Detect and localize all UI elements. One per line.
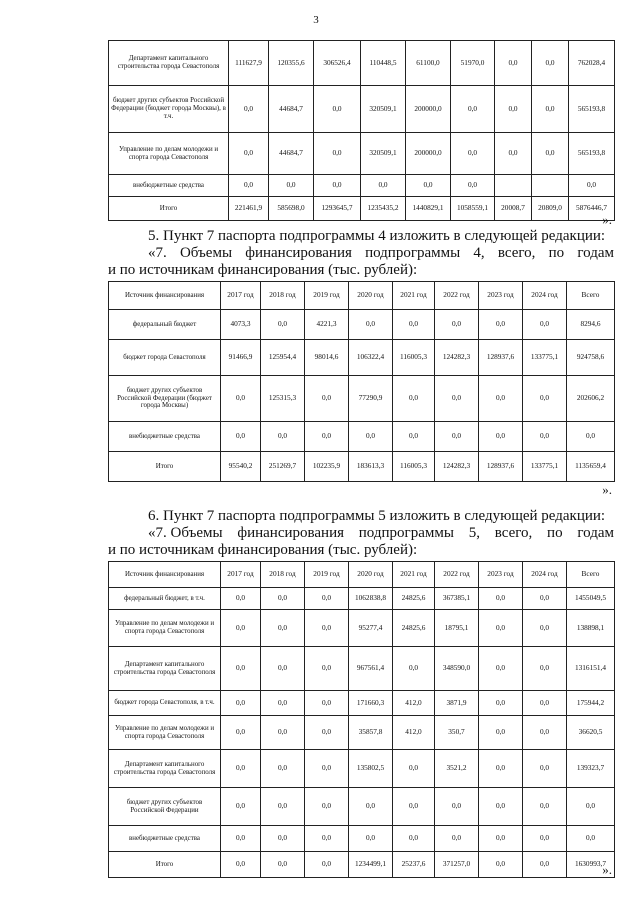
value-cell: 0,0 — [479, 422, 523, 452]
value-cell: 0,0 — [349, 422, 393, 452]
column-header: 2024 год — [523, 282, 567, 310]
value-cell: 0,0 — [435, 788, 479, 826]
value-cell: 91466,9 — [221, 340, 261, 376]
value-cell: 0,0 — [261, 826, 305, 852]
column-header: Всего — [567, 562, 615, 588]
word: Объемы — [179, 245, 233, 261]
value-cell: 0,0 — [221, 716, 261, 750]
value-cell: 320509,1 — [361, 86, 406, 133]
value-cell: 0,0 — [221, 691, 261, 716]
value-cell: 128937,6 — [479, 452, 523, 482]
section-6-heading: 6. Пункт 7 паспорта подпрограммы 5 изложить в следующей редакции: — [148, 508, 606, 524]
column-header: 2019 год — [305, 562, 349, 588]
value-cell: 350,7 — [435, 716, 479, 750]
value-cell: 0,0 — [451, 86, 495, 133]
section-5-line-1 — [148, 245, 614, 262]
value-cell: 0,0 — [261, 852, 305, 878]
value-cell: 0,0 — [221, 852, 261, 878]
value-cell: 0,0 — [393, 422, 435, 452]
value-cell: 0,0 — [261, 691, 305, 716]
value-cell: 0,0 — [406, 175, 451, 197]
value-cell: 0,0 — [305, 610, 349, 647]
value-cell: 565193,8 — [569, 86, 615, 133]
value-cell: 1440829,1 — [406, 197, 451, 221]
value-cell: 0,0 — [451, 133, 495, 175]
value-cell: 24825,6 — [393, 610, 435, 647]
word: «7. — [148, 245, 167, 261]
source-cell: Департамент капитального строительства города Севастополя — [109, 647, 221, 691]
value-cell: 0,0 — [567, 422, 615, 452]
value-cell: 0,0 — [393, 647, 435, 691]
source-cell: федеральный бюджет, в т.ч. — [109, 588, 221, 610]
value-cell: 0,0 — [305, 788, 349, 826]
value-cell: 0,0 — [221, 422, 261, 452]
funding-table-continuation — [108, 40, 615, 221]
section-5-heading: 5. Пункт 7 паспорта подпрограммы 4 изложить в следующей редакции: — [148, 228, 606, 244]
value-cell: 35857,8 — [349, 716, 393, 750]
value-cell: 61100,0 — [406, 41, 451, 86]
value-cell: 0,0 — [305, 852, 349, 878]
value-cell: 0,0 — [314, 133, 361, 175]
source-cell: внебюджетные средства — [109, 422, 221, 452]
value-cell: 0,0 — [305, 691, 349, 716]
source-cell: внебюджетные средства — [109, 175, 229, 197]
column-header: 2020 год — [349, 562, 393, 588]
word: 5, — [468, 525, 480, 541]
table-row — [109, 340, 615, 376]
value-cell: 116005,3 — [393, 452, 435, 482]
value-cell: 0,0 — [479, 750, 523, 788]
value-cell: 120355,6 — [269, 41, 314, 86]
column-header: 2023 год — [479, 282, 523, 310]
value-cell: 95540,2 — [221, 452, 261, 482]
value-cell: 0,0 — [479, 852, 523, 878]
value-cell: 0,0 — [269, 175, 314, 197]
word: «7. Объемы — [148, 525, 223, 541]
value-cell: 412,0 — [393, 691, 435, 716]
source-cell: внебюджетные средства — [109, 826, 221, 852]
value-cell: 348590,0 — [435, 647, 479, 691]
value-cell: 0,0 — [523, 716, 567, 750]
value-cell: 98014,6 — [305, 340, 349, 376]
value-cell: 0,0 — [393, 788, 435, 826]
value-cell: 138898,1 — [567, 610, 615, 647]
word: годам — [577, 525, 614, 541]
value-cell: 202606,2 — [567, 376, 615, 422]
table-row — [109, 716, 615, 750]
value-cell: 0,0 — [567, 826, 615, 852]
value-cell: 0,0 — [305, 750, 349, 788]
value-cell — [495, 175, 532, 197]
value-cell: 116005,3 — [393, 340, 435, 376]
value-cell: 8294,6 — [567, 310, 615, 340]
value-cell: 0,0 — [532, 133, 569, 175]
source-cell: Управление по делам молодежи и спорта города Севастополя — [109, 133, 229, 175]
source-cell: Департамент капитального строительства города Севастополя — [109, 41, 229, 86]
value-cell: 125315,3 — [261, 376, 305, 422]
word: подпрограммы — [358, 525, 454, 541]
funding-table-subprogram-5 — [108, 561, 615, 878]
value-cell: 0,0 — [361, 175, 406, 197]
word: финансирования — [237, 525, 344, 541]
value-cell: 762028,4 — [569, 41, 615, 86]
value-cell: 0,0 — [229, 175, 269, 197]
value-cell: 133775,1 — [523, 452, 567, 482]
value-cell: 3521,2 — [435, 750, 479, 788]
value-cell: 1062838,8 — [349, 588, 393, 610]
value-cell: 0,0 — [261, 610, 305, 647]
value-cell: 0,0 — [314, 86, 361, 133]
section-6-line-1 — [148, 525, 614, 542]
value-cell: 0,0 — [349, 310, 393, 340]
value-cell: 0,0 — [523, 852, 567, 878]
section-6-line-2: и по источникам финансирования (тыс. рублей): — [108, 542, 418, 558]
column-header: Всего — [567, 282, 615, 310]
value-cell: 0,0 — [479, 826, 523, 852]
value-cell: 924758,6 — [567, 340, 615, 376]
source-cell: бюджет города Севастополя — [109, 340, 221, 376]
column-header: 2021 год — [393, 562, 435, 588]
value-cell: 1235435,2 — [361, 197, 406, 221]
value-cell: 0,0 — [495, 41, 532, 86]
column-header: 2022 год — [435, 282, 479, 310]
value-cell: 0,0 — [261, 422, 305, 452]
value-cell: 0,0 — [523, 588, 567, 610]
value-cell: 0,0 — [221, 788, 261, 826]
value-cell: 0,0 — [305, 422, 349, 452]
column-header: 2019 год — [305, 282, 349, 310]
table-row — [109, 175, 615, 197]
value-cell: 0,0 — [495, 133, 532, 175]
value-cell: 0,0 — [435, 310, 479, 340]
value-cell: 1293645,7 — [314, 197, 361, 221]
value-cell: 1630993,7 — [567, 852, 615, 878]
source-cell: Итого — [109, 852, 221, 878]
value-cell: 44684,7 — [269, 86, 314, 133]
value-cell: 200000,0 — [406, 133, 451, 175]
value-cell: 125954,4 — [261, 340, 305, 376]
value-cell: 0,0 — [523, 610, 567, 647]
value-cell: 320509,1 — [361, 133, 406, 175]
value-cell: 0,0 — [567, 788, 615, 826]
value-cell: 139323,7 — [567, 750, 615, 788]
section-5-line-2: и по источникам финансирования (тыс. рублей): — [108, 262, 418, 278]
closing-quote: ». — [602, 482, 612, 497]
value-cell: 0,0 — [479, 588, 523, 610]
value-cell: 0,0 — [479, 610, 523, 647]
funding-table-subprogram-4 — [108, 281, 615, 482]
value-cell: 0,0 — [305, 826, 349, 852]
value-cell: 20008,7 — [495, 197, 532, 221]
table-row — [109, 86, 615, 133]
value-cell: 0,0 — [393, 826, 435, 852]
value-cell: 183613,3 — [349, 452, 393, 482]
value-cell: 111627,9 — [229, 41, 269, 86]
column-header: 2024 год — [523, 562, 567, 588]
value-cell: 0,0 — [435, 376, 479, 422]
source-cell: бюджет города Севастополя, в т.ч. — [109, 691, 221, 716]
value-cell: 133775,1 — [523, 340, 567, 376]
value-cell: 135802,5 — [349, 750, 393, 788]
value-cell: 1135659,4 — [567, 452, 615, 482]
value-cell: 0,0 — [221, 826, 261, 852]
value-cell: 20809,0 — [532, 197, 569, 221]
value-cell: 0,0 — [393, 376, 435, 422]
value-cell: 0,0 — [261, 588, 305, 610]
value-cell: 565193,8 — [569, 133, 615, 175]
value-cell: 77290,9 — [349, 376, 393, 422]
value-cell: 0,0 — [349, 826, 393, 852]
value-cell: 0,0 — [221, 750, 261, 788]
source-cell: бюджет других субъектов Российской Федерации (бюджет города Москвы) — [109, 376, 221, 422]
value-cell: 102235,9 — [305, 452, 349, 482]
value-cell: 36620,5 — [567, 716, 615, 750]
source-cell: Департамент капитального строительства города Севастополя — [109, 750, 221, 788]
column-header: Источник финансирования — [109, 282, 221, 310]
value-cell: 0,0 — [532, 86, 569, 133]
value-cell: 0,0 — [569, 175, 615, 197]
table-row — [109, 133, 615, 175]
source-cell: федеральный бюджет — [109, 310, 221, 340]
value-cell: 412,0 — [393, 716, 435, 750]
value-cell: 0,0 — [523, 376, 567, 422]
table-row — [109, 452, 615, 482]
word: по — [548, 245, 565, 261]
value-cell: 51970,0 — [451, 41, 495, 86]
value-cell: 0,0 — [229, 133, 269, 175]
value-cell: 110448,5 — [361, 41, 406, 86]
word: финансирования — [245, 245, 352, 261]
value-cell: 106322,4 — [349, 340, 393, 376]
column-header: 2018 год — [261, 282, 305, 310]
value-cell: 171660,3 — [349, 691, 393, 716]
source-cell: Итого — [109, 197, 229, 221]
value-cell: 0,0 — [305, 376, 349, 422]
value-cell: 0,0 — [523, 647, 567, 691]
value-cell: 5876446,7 — [569, 197, 615, 221]
value-cell: 0,0 — [393, 750, 435, 788]
column-header: 2023 год — [479, 562, 523, 588]
value-cell: 124282,3 — [435, 452, 479, 482]
page-number: 3 — [313, 14, 319, 26]
value-cell: 200000,0 — [406, 86, 451, 133]
value-cell: 367385,1 — [435, 588, 479, 610]
value-cell: 24825,6 — [393, 588, 435, 610]
value-cell: 0,0 — [523, 750, 567, 788]
value-cell: 124282,3 — [435, 340, 479, 376]
value-cell: 0,0 — [221, 376, 261, 422]
table-row — [109, 422, 615, 452]
value-cell: 0,0 — [314, 175, 361, 197]
value-cell: 1058559,1 — [451, 197, 495, 221]
column-header: 2017 год — [221, 562, 261, 588]
source-cell: Итого — [109, 452, 221, 482]
column-header: 2022 год — [435, 562, 479, 588]
value-cell: 0,0 — [479, 310, 523, 340]
table-row — [109, 750, 615, 788]
value-cell: 0,0 — [479, 691, 523, 716]
table-header-row — [109, 562, 615, 588]
value-cell: 0,0 — [221, 610, 261, 647]
column-header: 2021 год — [393, 282, 435, 310]
value-cell: 306526,4 — [314, 41, 361, 86]
value-cell: 18795,1 — [435, 610, 479, 647]
value-cell: 175944,2 — [567, 691, 615, 716]
value-cell: 0,0 — [221, 588, 261, 610]
table-row — [109, 691, 615, 716]
value-cell: 128937,6 — [479, 340, 523, 376]
value-cell: 0,0 — [495, 86, 532, 133]
source-cell: Управление по делам молодежи и спорта города Севастополя — [109, 716, 221, 750]
table-row — [109, 788, 615, 826]
value-cell: 0,0 — [523, 422, 567, 452]
word: подпрограммы — [365, 245, 461, 261]
value-cell: 0,0 — [349, 788, 393, 826]
value-cell: 0,0 — [261, 310, 305, 340]
value-cell: 0,0 — [532, 41, 569, 86]
table-header-row — [109, 282, 615, 310]
table-row — [109, 376, 615, 422]
value-cell: 221461,9 — [229, 197, 269, 221]
word: всего, — [497, 245, 536, 261]
word: годам — [577, 245, 614, 261]
value-cell: 1316151,4 — [567, 647, 615, 691]
value-cell: 0,0 — [229, 86, 269, 133]
value-cell: 0,0 — [261, 716, 305, 750]
column-header: Источник финансирования — [109, 562, 221, 588]
closing-quote: ». — [602, 212, 612, 227]
table-row — [109, 197, 615, 221]
value-cell: 0,0 — [435, 826, 479, 852]
value-cell: 0,0 — [451, 175, 495, 197]
value-cell: 0,0 — [305, 588, 349, 610]
word: 4, — [473, 245, 485, 261]
value-cell: 371257,0 — [435, 852, 479, 878]
value-cell: 967561,4 — [349, 647, 393, 691]
table-row — [109, 41, 615, 86]
value-cell: 0,0 — [221, 647, 261, 691]
table-row — [109, 852, 615, 878]
value-cell: 0,0 — [479, 647, 523, 691]
column-header: 2018 год — [261, 562, 305, 588]
value-cell: 0,0 — [523, 310, 567, 340]
closing-quote: ». — [602, 862, 612, 877]
word: всего, — [494, 525, 533, 541]
value-cell: 0,0 — [435, 422, 479, 452]
value-cell: 0,0 — [479, 788, 523, 826]
value-cell: 0,0 — [305, 647, 349, 691]
value-cell: 4221,3 — [305, 310, 349, 340]
value-cell: 0,0 — [261, 647, 305, 691]
column-header: 2020 год — [349, 282, 393, 310]
value-cell: 0,0 — [305, 716, 349, 750]
table-row — [109, 826, 615, 852]
value-cell: 585698,0 — [269, 197, 314, 221]
table-row — [109, 588, 615, 610]
value-cell: 1234499,1 — [349, 852, 393, 878]
value-cell: 0,0 — [523, 691, 567, 716]
value-cell: 25237,6 — [393, 852, 435, 878]
value-cell: 0,0 — [261, 750, 305, 788]
value-cell: 95277,4 — [349, 610, 393, 647]
source-cell: Управление по делам молодежи и спорта города Севастополя — [109, 610, 221, 647]
column-header: 2017 год — [221, 282, 261, 310]
value-cell: 4073,3 — [221, 310, 261, 340]
value-cell: 0,0 — [479, 716, 523, 750]
table-row — [109, 610, 615, 647]
value-cell: 1455049,5 — [567, 588, 615, 610]
value-cell: 0,0 — [523, 826, 567, 852]
value-cell: 0,0 — [523, 788, 567, 826]
table-row — [109, 310, 615, 340]
word: по — [547, 525, 563, 541]
source-cell: бюджет других субъектов Российской Федерации (бюджет города Москвы), в т.ч. — [109, 86, 229, 133]
value-cell — [532, 175, 569, 197]
value-cell: 0,0 — [261, 788, 305, 826]
source-cell: бюджет других субъектов Российской Федерации — [109, 788, 221, 826]
value-cell: 0,0 — [479, 376, 523, 422]
value-cell: 44684,7 — [269, 133, 314, 175]
table-row — [109, 647, 615, 691]
value-cell: 3871,9 — [435, 691, 479, 716]
value-cell: 251269,7 — [261, 452, 305, 482]
value-cell: 0,0 — [393, 310, 435, 340]
